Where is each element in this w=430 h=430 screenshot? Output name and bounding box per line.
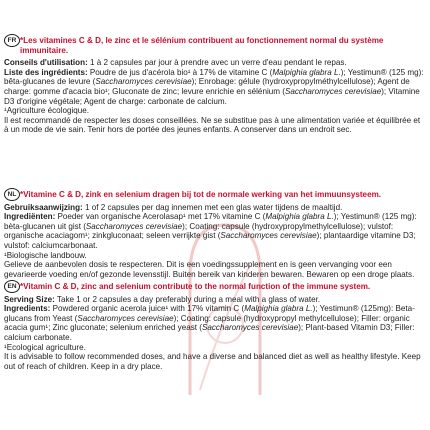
claim-heading-en: *Vitamin C & D, zinc and selenium contribute to the normal function of the immune system. [20, 282, 371, 291]
ingredients-text: ); Yestimun® (125mg): Beta-glucans from Yeast ( [4, 304, 415, 323]
usage-label-nl: Gebruiksaanwijzing: [4, 202, 83, 212]
claim-heading-nl: *Vitamine C & D, zink en selenium dragen bij tot de normale werking van het immuunsysteem. [20, 190, 382, 199]
warning-nl: Gelieve de aanbevolen dosis te respecteren. Dit is een voedingssupplement en is geen vervanging voor een gevarieerde voeding en/of gezonde levensstijl. Buiten bereik van kinderen bewaren. Bewaren op een droge plaats. [4, 260, 415, 279]
usage-text-nl: 1 of 2 capsules per dag innemen met een glas water tijdens de maaltijd. [82, 202, 343, 212]
ingredients-text: ); Coating: capsule (hydroxypropylmethylcellulose); vulstof: organische acaciagom¹; zinkgluconaat; seleen verrijkte gist ( [4, 221, 394, 241]
latin-name: Saccharomyces cerevisiae [284, 86, 382, 96]
ingredients-text: ); Enrobage: gélule (hydroxypropylméthylcellulose); Agent de charge: gomme d'acacia bio¹; Gluconate de zinc; levure enrichie en sélénium ( [4, 77, 410, 96]
organic-note-nl: ¹Biologische landbouw. [4, 250, 87, 260]
section-en [4, 282, 424, 371]
heading-en-block [4, 282, 424, 292]
organic-note-fr: ¹Agriculture écologique. [4, 106, 90, 116]
ingredients-text: Poudre de jus d'acérola bio¹ à 17% de vitamine C ( [87, 67, 273, 77]
ingredients-text: Poeder van organische Acerolasap¹ met 17% vitamine C ( [55, 212, 266, 222]
latin-name: Saccharomyces cerevisiae [220, 231, 317, 241]
latin-name: Saccharomyces cerevisiae [77, 313, 174, 323]
section-nl [4, 190, 424, 279]
usage-text-fr: 1 à 2 capsules par jour à prendre avec un verre d'eau pendant le repas. [87, 58, 347, 68]
language-badge-en: EN [4, 280, 20, 293]
usage-nl [4, 203, 424, 213]
latin-name: Malpighia glabra L. [272, 67, 341, 77]
ingredients-text: ); Coating: capsule (hydroxypropyl methylcellulose); Filler: organic acacia gum¹; Zinc gluconate; selenium enriched yeast ( [4, 313, 410, 333]
heading-nl-block [4, 190, 424, 200]
language-badge-nl: NL [4, 188, 20, 201]
ingredients-text: ); Yestimun® (125 mg): bèta-glucanen uit gist ( [4, 212, 417, 231]
ingredients-label-en: Ingredients: [4, 304, 51, 314]
ingredients-nl [4, 212, 424, 250]
usage-label-fr: Conseils d'utilisation: [4, 58, 88, 68]
latin-name: Saccharomyces cerevisiae [85, 221, 183, 231]
ingredients-text: ); Plant-based Vitamin D3; Filler: calcium carbonate. [4, 323, 415, 342]
usage-en [4, 295, 424, 305]
usage-fr [4, 58, 424, 68]
latin-name: Malpighia glabra L. [244, 304, 313, 314]
warning-fr: Il est recommandé de respecter les doses conseillées. Ne se substitue pas à une alimentation variée et équilibrée et à un mode de vie sain. Tenir hors de portée des jeunes enfants. A conserver dans un endroit sec. [4, 115, 421, 135]
latin-name: Malpighia glabra L. [265, 212, 334, 222]
ingredients-text: ); Vitamine D3 d'origine végétale; Agent de charge: carbonate de calcium. [4, 86, 420, 106]
latin-name: Saccharomyces cerevisiae [201, 323, 299, 333]
ingredients-text: ); plantaardige vitamine D3; vulstof: calciumcarbonaat. [4, 231, 416, 250]
organic-note-en: ¹Ecological agriculture. [4, 342, 86, 352]
ingredients-en [4, 304, 424, 342]
language-badge-fr: FR [4, 34, 20, 47]
section-fr [4, 36, 424, 135]
warning-en: It is advisable to follow recommended doses, and have a diverse and balanced diet as well as healthy lifestyle. Keep out of reach of children. Keep in a dry place. [4, 352, 421, 371]
ingredients-label-nl: Ingrediënten: [4, 212, 56, 222]
usage-label-en: Serving Size: [4, 294, 55, 304]
usage-text-en: Take 1 or 2 capsules a day preferably during a meal with a glass of water. [54, 294, 321, 304]
claim-heading-fr: *Les vitamines C & D, le zinc et le sélénium contribuent au fonctionnement normal du système immunitaire. [20, 36, 384, 55]
ingredients-fr [4, 68, 424, 106]
ingredients-label-fr: Liste des ingrédients: [4, 67, 88, 77]
ingredients-text: ); Yestimun® (125 mg): bêta-glucanes de levure ( [4, 67, 424, 87]
heading-fr-block [4, 36, 424, 55]
latin-name: Saccharomyces cerevisiae [95, 77, 192, 87]
ingredients-text: Powdered organic acerola juice¹ with 17% vitamin C ( [50, 304, 245, 314]
